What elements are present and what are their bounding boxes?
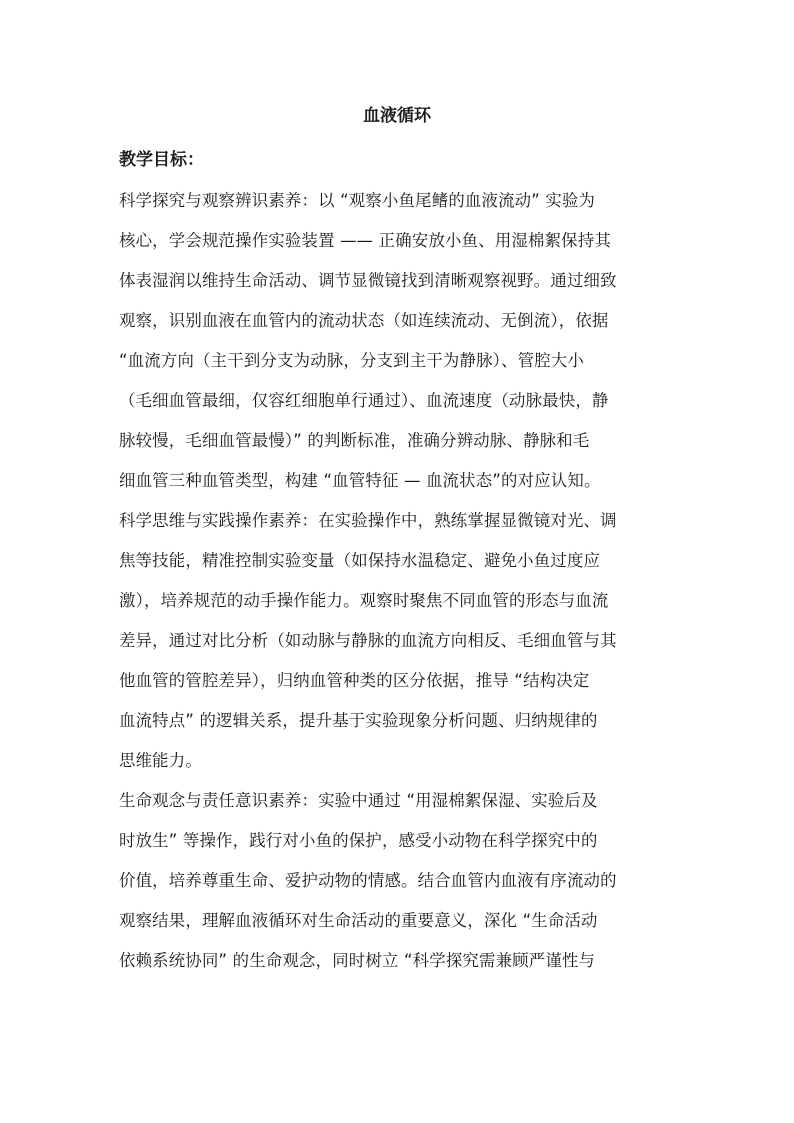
text-line: 生命观念与责任意识素养：实验中通过 “用湿棉絮保湿、实验后及 <box>119 791 598 810</box>
text-line: 观察，识别血液在血管内的流动状态（如连续流动、无倒流），依据 <box>119 311 609 330</box>
text-line: “血流方向（主干到分支为动脉，分支到主干为静脉）、管腔大小 <box>119 351 585 370</box>
text-line: 观察结果，理解血液循环对生命活动的重要意义，深化 “生命活动 <box>119 911 598 930</box>
text-line: 思维能力。 <box>119 751 202 770</box>
text-line: 焦等技能，精准控制实验变量（如保持水温稳定、避免小鱼过度应 <box>119 551 601 570</box>
text-line: 差异，通过对比分析（如动脉与静脉的血流方向相反、毛细血管与其 <box>119 631 617 650</box>
text-line: 科学思维与实践操作素养：在实验操作中，熟练掌握显微镜对光、调 <box>119 511 617 530</box>
text-line: （毛细血管最细，仅容红细胞单行通过）、血流速度（动脉最快，静 <box>119 391 609 410</box>
text-line: 细血管三种血管类型，构建 “血管特征 — 血流状态”的对应认知。 <box>119 471 601 490</box>
text-line: 他血管的管腔差异），归纳血管种类的区分依据，推导 “结构决定 <box>119 671 590 690</box>
text-line: 核心，学会规范操作实验装置 —— 正确安放小鱼、用湿棉絮保持其 <box>119 231 611 250</box>
section-heading: 教学目标： <box>119 150 204 170</box>
document-title: 血液循环 <box>363 106 431 126</box>
text-line: 价值，培养尊重生命、爱护动物的情感。结合血管内血液有序流动的 <box>119 871 617 890</box>
text-line: 激），培养规范的动手操作能力。观察时聚焦不同血管的形态与血流 <box>119 591 609 610</box>
text-line: 科学探究与观察辨识素养：以 “观察小鱼尾鳍的血液流动” 实验为 <box>119 191 596 210</box>
text-line: 脉较慢，毛细血管最慢）” 的判断标准，准确分辨动脉、静脉和毛 <box>119 431 590 450</box>
text-line: 时放生” 等操作，践行对小鱼的保护，感受小动物在科学探究中的 <box>119 831 598 850</box>
text-line: 血流特点” 的逻辑关系，提升基于实验现象分析问题、归纳规律的 <box>119 711 598 730</box>
text-line: 依赖系统协同” 的生命观念，同时树立 “科学探究需兼顾严谨性与 <box>119 951 596 970</box>
text-line: 体表湿润以维持生命活动、调节显微镜找到清晰观察视野。通过细致 <box>119 271 617 290</box>
